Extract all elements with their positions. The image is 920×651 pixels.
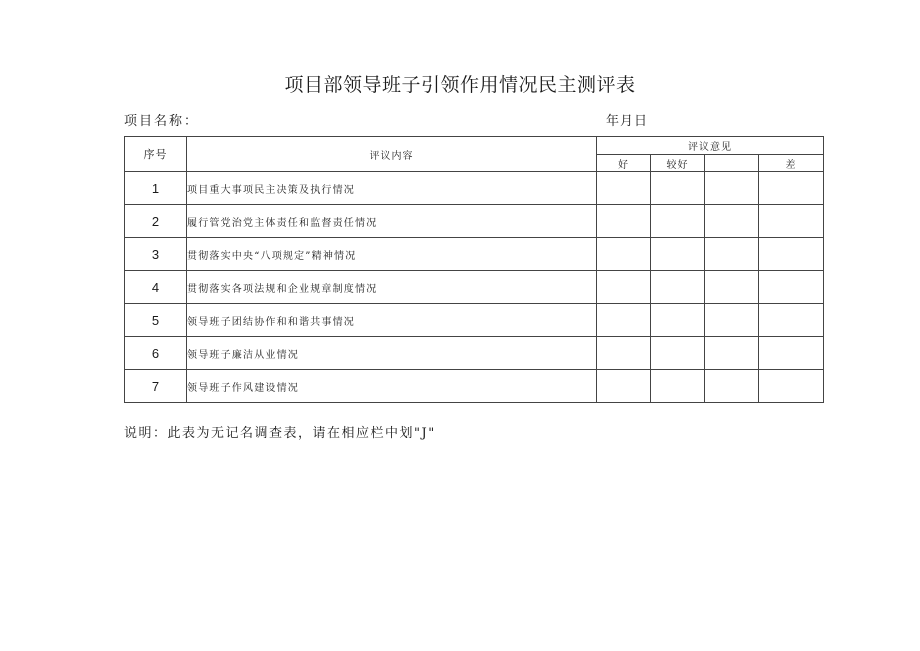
table-row (125, 304, 824, 337)
table-row (125, 172, 824, 205)
table-row (125, 370, 824, 403)
cell-medium[interactable] (705, 238, 759, 271)
row-number: 1 (125, 172, 187, 205)
header-opinion-good: 好 (597, 155, 651, 172)
row-content: 贯彻落实中央“八项规定”精神情况 (187, 238, 597, 271)
header-evaluation-opinion: 评议意见 (597, 137, 824, 155)
row-number: 4 (125, 271, 187, 304)
cell-medium[interactable] (705, 172, 759, 205)
row-number: 3 (125, 238, 187, 271)
header-opinion-fairly-good: 较好 (651, 155, 705, 172)
row-number: 7 (125, 370, 187, 403)
cell-good[interactable] (597, 172, 651, 205)
cell-fairly-good[interactable] (651, 370, 705, 403)
form-title: 项目部领导班子引领作用情况民主测评表 (284, 74, 636, 96)
cell-fairly-good[interactable] (651, 172, 705, 205)
row-number: 2 (125, 205, 187, 238)
cell-fairly-good[interactable] (651, 337, 705, 370)
row-content: 履行管党治党主体责任和监督责任情况 (187, 205, 597, 238)
cell-good[interactable] (597, 205, 651, 238)
table-row (125, 271, 824, 304)
table-row (125, 238, 824, 271)
date-label: 年月日 (606, 114, 649, 129)
cell-poor[interactable] (759, 205, 824, 238)
cell-good[interactable] (597, 304, 651, 337)
cell-poor[interactable] (759, 271, 824, 304)
cell-fairly-good[interactable] (651, 205, 705, 238)
header-opinion-poor: 差 (759, 155, 824, 172)
cell-good[interactable] (597, 271, 651, 304)
cell-poor[interactable] (759, 304, 824, 337)
cell-poor[interactable] (759, 238, 824, 271)
row-content: 领导班子作风建设情况 (187, 370, 597, 403)
table-row (125, 205, 824, 238)
table-row (125, 337, 824, 370)
evaluation-table (124, 136, 824, 403)
cell-poor[interactable] (759, 172, 824, 205)
row-content: 领导班子廉洁从业情况 (187, 337, 597, 370)
cell-poor[interactable] (759, 370, 824, 403)
header-serial-number: 序号 (125, 137, 187, 172)
cell-good[interactable] (597, 370, 651, 403)
row-content: 项目重大事项民主决策及执行情况 (187, 172, 597, 205)
cell-medium[interactable] (705, 304, 759, 337)
header-opinion-medium (705, 155, 759, 172)
row-number: 6 (125, 337, 187, 370)
cell-medium[interactable] (705, 205, 759, 238)
instruction-note: 说明：此表为无记名调查表，请在相应栏中划"J" (124, 426, 436, 441)
cell-fairly-good[interactable] (651, 304, 705, 337)
cell-fairly-good[interactable] (651, 238, 705, 271)
row-content: 领导班子团结协作和和谐共事情况 (187, 304, 597, 337)
row-number: 5 (125, 304, 187, 337)
cell-medium[interactable] (705, 370, 759, 403)
cell-medium[interactable] (705, 337, 759, 370)
cell-good[interactable] (597, 238, 651, 271)
project-name-label: 项目名称： (124, 114, 200, 129)
cell-fairly-good[interactable] (651, 271, 705, 304)
header-evaluation-content: 评议内容 (187, 137, 597, 172)
cell-medium[interactable] (705, 271, 759, 304)
row-content: 贯彻落实各项法规和企业规章制度情况 (187, 271, 597, 304)
cell-good[interactable] (597, 337, 651, 370)
cell-poor[interactable] (759, 337, 824, 370)
